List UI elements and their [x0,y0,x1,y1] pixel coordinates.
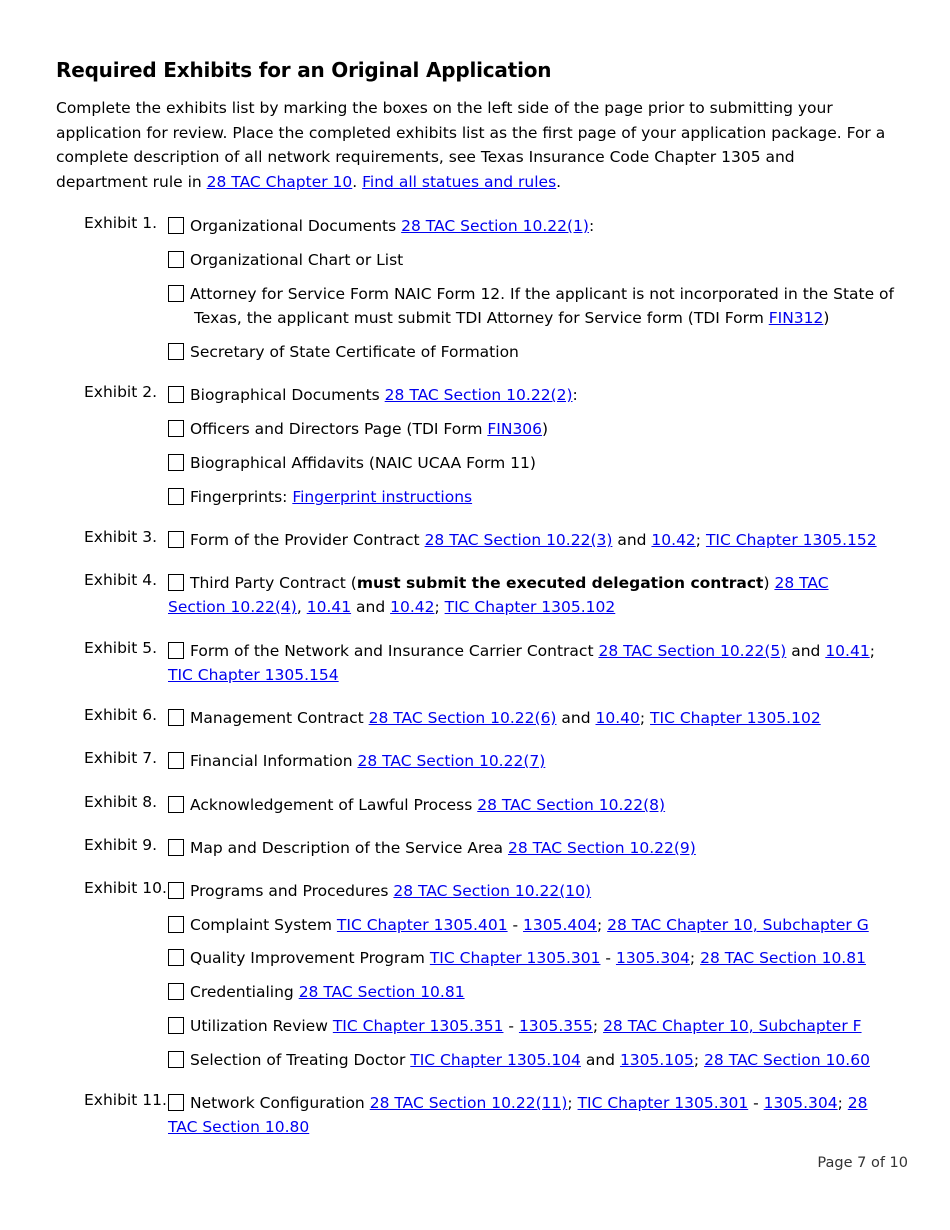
link[interactable]: 28 TAC Section 10.22(2) [384,386,573,404]
checkbox[interactable] [168,285,184,302]
exhibit-label: Exhibit 7. [84,749,158,767]
link[interactable]: 28 TAC Section 10.22(4) [168,574,829,616]
link[interactable]: 28 TAC Section 10.22(6) [368,709,557,727]
exhibit-2-sub-3: Fingerprints: Fingerprint instructions [168,485,888,509]
link[interactable]: 28 TAC Section 10.22(3) [424,531,613,549]
exhibit-2-sub-1: Officers and Directors Page (TDI Form FIN306) [168,417,888,441]
link[interactable]: 28 TAC Section 10.81 [298,983,465,1001]
link[interactable]: 28 TAC Section 10.22(8) [477,796,666,814]
link[interactable]: 10.41 [825,642,870,660]
link[interactable]: 28 TAC Section 10.22(11) [369,1094,568,1112]
checkbox[interactable] [168,752,184,769]
link[interactable]: TIC Chapter 1305.301 [429,949,601,967]
link[interactable]: 1305.404 [523,916,597,934]
checkbox[interactable] [168,251,184,268]
checkbox[interactable] [168,574,184,591]
link[interactable]: 28 TAC Section 10.22(9) [507,839,696,857]
link[interactable]: 28 TAC Chapter 10, Subchapter F [603,1017,862,1035]
exhibit-label: Exhibit 3. [84,528,158,546]
exhibit-1-sub-2: Attorney for Service Form NAIC Form 12. If the applicant is not incorporated in the State of Texas, the applicant must submit TDI Attorney for Service form (TDI Form FIN312) [168,282,914,330]
exhibit-label: Exhibit 11. [84,1091,167,1109]
checkbox[interactable] [168,839,184,856]
link[interactable]: TIC Chapter 1305.401 [336,916,508,934]
link-fin312[interactable]: FIN312 [768,309,824,327]
document-page: Required Exhibits for an Original Application Complete the exhibits list by marking the boxes on the left side of the page prior to submitting your application for review. Place the completed exhibits list as the first page of your application package. For a complete description of all network requirements, see Texas Insurance Code Chapter 1305 and department rule in 28 TAC Chapter 10. Find all statues and rules. Exhibit 1. Organizational Documents 28 TAC Section 10.22(1): Organizational Chart or List Attorney for Service Form NAIC Form 12. If the applicant is not incorporated in the State of Texas, the applicant must submit TDI Attorney for Service form (TDI Form FIN312) Secretary of State Certificate of Formation Exhibit 2. Biographical Documents 28 TAC Section 10.22(2): Officers and Directors Page (TDI Form FIN306) Biographical Affidavits (NAIC UCAA Form 11) Fingerprints: Fingerprint instructions Exhibit 3. Form of the Provider Contract 28 TAC Section 10.22(3) and 10.42; TIC Chapter 1305.152 Exhibit 4. Third Party Contract (must submit the executed delegation contract) 28 TAC Section 10.22(4), 10.41 and 10.42; TIC Chapter 1305.102 Exhibit 5. Form of the Network and Insurance Carrier Contract 28 TAC Section 10.22(5) and 10.41; TIC Chapter 1305.154 Exhibit 6. Management Contract 28 TAC Section 10.22(6) and 10.40; TIC Chapter 1305.102 Exhibit 7. Financial Information 28 TAC Section 10.22(7) Exhibit 8. Acknowledgement of Lawful Process 28 TAC Section 10.22(8) Exhibit 9. Map and Description of the Service Area 28 TAC Section 10.22(9) Exhibit 10. Programs and Procedures 28 TAC Section 10.22(10) Complaint System TIC Chapter 1305.401 - 1305.404; 28 TAC Chapter 10, Subchapter G Quality Improvement Program TIC Chapter 1305.301 - 1305.304; 28 TAC Section 10.81 Credentialing 28 TAC Section 10.81 Utilization Review TIC Chapter 1305.351 - 1305.355; 28 TAC Chapter 10, Subchapter F Selection of Treating Doctor TIC Chapter 1305.104 and 1305.105; 28 TAC Section 10.60 Exhibit 11. Network Configuration 28 TAC Section 10.22(11); TIC Chapter 1305.301 - 1305.304; 28 TAC Section 10.80 Page 7 of 10 [0,0,950,1230]
exhibit-2-sub-2: Biographical Affidavits (NAIC UCAA Form 11) [168,451,888,475]
exhibit-10-sub-4: Utilization Review TIC Chapter 1305.351 - 1305.355; 28 TAC Chapter 10, Subchapter F [168,1014,888,1038]
link[interactable]: 10.42 [651,531,696,549]
link-fingerprint-instructions[interactable]: Fingerprint instructions [292,488,473,506]
checkbox[interactable] [168,796,184,813]
exhibit-10-sub-5: Selection of Treating Doctor TIC Chapter 1305.104 and 1305.105; 28 TAC Section 10.60 [168,1048,888,1072]
exhibit-label: Exhibit 8. [84,793,158,811]
checkbox[interactable] [168,386,184,403]
checkbox[interactable] [168,1094,184,1111]
link[interactable]: 10.42 [390,598,435,616]
checkbox[interactable] [168,983,184,1000]
checkbox[interactable] [168,454,184,471]
checkbox[interactable] [168,531,184,548]
link[interactable]: 1305.304 [763,1094,838,1112]
link[interactable]: 1305.105 [619,1051,694,1069]
exhibit-1-sub-3: Secretary of State Certificate of Formation [168,340,888,364]
page-title: Required Exhibits for an Original Application [56,58,552,82]
exhibit-label: Exhibit 5. [84,639,158,657]
bold-note: must submit the executed delegation contract [356,574,764,592]
link-fin306[interactable]: FIN306 [487,420,543,438]
link[interactable]: TIC Chapter 1305.104 [410,1051,581,1069]
checkbox[interactable] [168,488,184,505]
checkbox[interactable] [168,1051,184,1068]
link[interactable]: 28 TAC Section 10.81 [700,949,866,967]
checkbox[interactable] [168,217,184,234]
link[interactable]: TIC Chapter 1305.152 [705,531,877,549]
checkbox[interactable] [168,916,184,933]
intro-paragraph: Complete the exhibits list by marking the boxes on the left side of the page prior to submitting your application for review. Place the completed exhibits list as the first page of your application package. For a complete description of all network requirements, see Texas Insurance Code Chapter 1305 and department rule in 28 TAC Chapter 10. Find all statues and rules. [56,99,886,192]
link[interactable]: 28 TAC Section 10.22(10) [393,882,592,900]
link[interactable]: 10.41 [306,598,352,616]
link[interactable]: TIC Chapter 1305.351 [332,1017,504,1035]
link[interactable]: 1305.355 [518,1017,593,1035]
link-28-tac-chapter-10[interactable]: 28 TAC Chapter 10 [206,173,353,192]
exhibit-10-sub-2: Quality Improvement Program TIC Chapter 1305.301 - 1305.304; 28 TAC Section 10.81 [168,946,888,970]
exhibit-label: Exhibit 9. [84,836,158,854]
checkbox[interactable] [168,420,184,437]
link[interactable]: TIC Chapter 1305.301 [577,1094,749,1112]
link[interactable]: 28 TAC Section 10.22(7) [357,752,546,770]
link-find-statutes-rules[interactable]: Find all statues and rules [362,173,557,192]
link[interactable]: TIC Chapter 1305.102 [444,598,616,616]
link[interactable]: 10.40 [595,709,640,727]
exhibit-label: Exhibit 2. [84,383,158,401]
checkbox[interactable] [168,709,184,726]
link[interactable]: 28 TAC Chapter 10, Subchapter G [607,916,869,934]
checkbox[interactable] [168,1017,184,1034]
exhibit-label: Exhibit 10. [84,879,167,897]
exhibit-10-sub-1: Complaint System TIC Chapter 1305.401 - 1305.404; 28 TAC Chapter 10, Subchapter G [168,913,888,937]
link[interactable]: 28 TAC Section 10.22(5) [598,642,787,660]
exhibit-label: Exhibit 4. [84,571,158,589]
exhibit-label: Exhibit 1. [84,214,158,232]
checkbox[interactable] [168,343,184,360]
checkbox[interactable] [168,642,184,659]
link[interactable]: 28 TAC Section 10.22(1) [401,217,589,235]
exhibit-1-sub-1: Organizational Chart or List [168,248,888,272]
checkbox[interactable] [168,882,184,899]
link[interactable]: TIC Chapter 1305.154 [168,666,339,684]
exhibit-label: Exhibit 6. [84,706,158,724]
link[interactable]: 28 TAC Section 10.60 [704,1051,870,1069]
exhibit-10-sub-3: Credentialing 28 TAC Section 10.81 [168,980,888,1004]
link[interactable]: 28 TAC Section 10.80 [168,1094,868,1136]
link[interactable]: TIC Chapter 1305.102 [650,709,821,727]
checkbox[interactable] [168,949,184,966]
link[interactable]: 1305.304 [615,949,690,967]
page-number: Page 7 of 10 [817,1155,908,1171]
